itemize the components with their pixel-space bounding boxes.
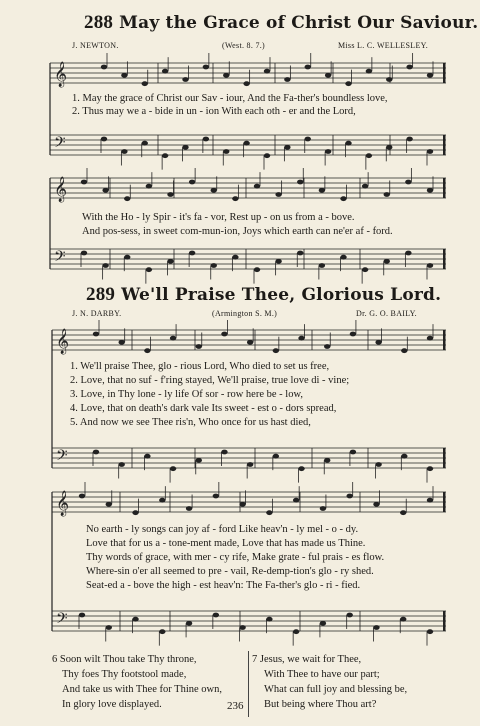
- note-head: [132, 510, 138, 515]
- stanza-7: [252, 652, 407, 712]
- lyric-line: 2. Thus may we a - bide in un - ion With each oth - er and the Lord,: [72, 106, 356, 117]
- final-bar: [443, 249, 446, 269]
- note-head: [298, 336, 304, 341]
- note-head: [232, 255, 238, 260]
- note-head: [366, 69, 372, 74]
- treble-clef-icon: 𝄞: [54, 62, 68, 87]
- bass-clef-icon: 𝄢: [54, 134, 66, 155]
- note-head: [101, 65, 107, 70]
- note-head: [400, 617, 406, 622]
- hymn-number: 288: [84, 12, 114, 33]
- stanza-line: 6 Soon wilt Thou take Thy throne,: [52, 654, 197, 665]
- note-head: [170, 336, 176, 341]
- note-head: [124, 255, 130, 260]
- note-head: [203, 137, 209, 142]
- note-head: [196, 344, 202, 349]
- lyric-line: 2. Love, that no suf - f'ring stayed, We'll praise, true love di - vine;: [70, 375, 350, 386]
- final-bar: [443, 448, 446, 468]
- note-head: [427, 188, 433, 193]
- note-head: [264, 153, 270, 158]
- note-head: [189, 251, 195, 256]
- lyric-line: Thy words of grace, with mer - cy rife, Make grate - ful prais - es flow.: [86, 552, 385, 563]
- lyric-line: Seat-ed a - bove the high - est heav'n: The Fa-ther's glo - ri - fied.: [86, 580, 361, 591]
- lyric-line: 5. And now we see Thee ris'n, Who once for us hast died,: [70, 417, 311, 428]
- treble-clef-icon: 𝄞: [54, 177, 68, 202]
- lyric-line: 1. We'll praise Thee, glo - rious Lord, Who died to set us free,: [70, 361, 330, 372]
- stanza-line: 7 Jesus, we wait for Thee,: [252, 654, 362, 665]
- note-head: [118, 462, 124, 467]
- note-head: [146, 184, 152, 189]
- note-head: [384, 192, 390, 197]
- note-head: [106, 625, 112, 630]
- note-head: [375, 462, 381, 467]
- note-head: [144, 348, 150, 353]
- note-head: [427, 498, 433, 503]
- note-head: [170, 466, 176, 471]
- note-head: [121, 73, 127, 78]
- note-head: [324, 344, 330, 349]
- stanza-line: In glory love displayed.: [62, 699, 162, 710]
- note-head: [373, 625, 379, 630]
- note-head: [346, 613, 352, 618]
- note-head: [203, 65, 209, 70]
- note-head: [124, 196, 130, 201]
- note-head: [81, 180, 87, 185]
- note-head: [81, 251, 87, 256]
- note-head: [211, 188, 217, 193]
- stanza-line: What can full joy and blessing be,: [264, 684, 408, 695]
- note-head: [247, 462, 253, 467]
- note-head: [275, 192, 281, 197]
- note-head: [401, 454, 407, 459]
- note-head: [266, 510, 272, 515]
- note-head: [401, 348, 407, 353]
- note-head: [239, 625, 245, 630]
- note-head: [305, 137, 311, 142]
- lyric-line: With the Ho - ly Spir - it's fa - vor, Rest up - on us from a - bove.: [82, 212, 355, 223]
- hymn-tune: (Armington S. M.): [212, 309, 278, 318]
- note-head: [144, 454, 150, 459]
- note-head: [298, 466, 304, 471]
- note-head: [293, 498, 299, 503]
- note-head: [427, 466, 433, 471]
- note-head: [186, 621, 192, 626]
- final-bar: [443, 178, 446, 198]
- stanza-line: With Thee to have our part;: [264, 669, 380, 680]
- note-head: [427, 73, 433, 78]
- page-number: 236: [227, 700, 244, 712]
- note-head: [305, 65, 311, 70]
- note-head: [239, 502, 245, 507]
- hymn-author: J. NEWTON.: [72, 41, 119, 50]
- stanza-line: Thy foes Thy footstool made,: [62, 669, 187, 680]
- note-head: [221, 332, 227, 337]
- bass-clef-icon: 𝄢: [56, 610, 68, 631]
- note-head: [427, 629, 433, 634]
- hymn-title-text: May the Grace of Christ Our Saviour.: [119, 13, 479, 33]
- note-head: [375, 340, 381, 345]
- stanza-line: And take us with Thee for Thine own,: [62, 684, 222, 695]
- note-head: [345, 141, 351, 146]
- note-head: [275, 259, 281, 264]
- note-head: [93, 332, 99, 337]
- note-head: [118, 340, 124, 345]
- final-bar: [443, 63, 446, 83]
- treble-clef-icon: 𝄞: [56, 491, 70, 516]
- note-head: [243, 141, 249, 146]
- note-head: [223, 73, 229, 78]
- note-head: [167, 192, 173, 197]
- note-head: [93, 450, 99, 455]
- hymn-title: [86, 284, 441, 306]
- note-head: [146, 267, 152, 272]
- note-head: [427, 336, 433, 341]
- note-head: [221, 450, 227, 455]
- note-head: [297, 251, 303, 256]
- note-head: [345, 81, 351, 86]
- note-head: [386, 77, 392, 82]
- note-head: [362, 184, 368, 189]
- note-head: [319, 263, 325, 268]
- note-head: [297, 180, 303, 185]
- note-head: [362, 267, 368, 272]
- note-head: [121, 149, 127, 154]
- note-head: [350, 332, 356, 337]
- note-head: [340, 255, 346, 260]
- note-head: [406, 65, 412, 70]
- note-head: [162, 69, 168, 74]
- hymn-number: 289: [86, 284, 116, 305]
- note-head: [189, 180, 195, 185]
- note-head: [264, 69, 270, 74]
- note-head: [159, 629, 165, 634]
- note-head: [162, 153, 168, 158]
- note-head: [142, 141, 148, 146]
- note-head: [247, 340, 253, 345]
- stanza-6: [52, 652, 222, 712]
- note-head: [273, 348, 279, 353]
- bass-clef-icon: 𝄢: [54, 248, 66, 269]
- treble-clef-icon: 𝄞: [56, 329, 70, 354]
- note-head: [284, 77, 290, 82]
- note-head: [340, 196, 346, 201]
- hymn-composer: Miss L. C. WELLESLEY.: [338, 41, 429, 50]
- final-bar: [443, 611, 446, 631]
- hymn-composer: Dr. G. O. BAILY.: [356, 309, 417, 318]
- note-head: [213, 613, 219, 618]
- note-head: [211, 263, 217, 268]
- note-head: [384, 259, 390, 264]
- note-head: [182, 77, 188, 82]
- note-head: [266, 617, 272, 622]
- note-head: [243, 81, 249, 86]
- lyric-line: 3. Love, in Thy lone - ly life Of sor - row here be - low,: [70, 389, 303, 400]
- stanza-line: But being where Thou art?: [264, 699, 377, 710]
- note-head: [213, 494, 219, 499]
- note-head: [320, 621, 326, 626]
- final-bar: [443, 135, 446, 155]
- lyric-line: And pos-sess, in sweet com-mun-ion, Joys which earth can ne'er af - ford.: [82, 226, 393, 237]
- final-bar: [443, 330, 446, 350]
- note-head: [232, 196, 238, 201]
- note-head: [132, 617, 138, 622]
- note-head: [405, 180, 411, 185]
- note-head: [293, 629, 299, 634]
- note-head: [320, 506, 326, 511]
- stanza-divider: [248, 651, 249, 717]
- note-head: [406, 137, 412, 142]
- note-head: [405, 251, 411, 256]
- note-head: [273, 454, 279, 459]
- note-head: [284, 145, 290, 150]
- note-head: [350, 450, 356, 455]
- lyric-line: 1. May the grace of Christ our Sav - iour, And the Fa-ther's boundless love,: [72, 93, 388, 104]
- hymn-title-text: We'll Praise Thee, Glorious Lord.: [121, 285, 442, 305]
- note-head: [254, 184, 260, 189]
- note-head: [319, 188, 325, 193]
- note-head: [386, 145, 392, 150]
- note-head: [366, 153, 372, 158]
- note-head: [254, 267, 260, 272]
- bass-clef-icon: 𝄢: [56, 447, 68, 468]
- note-head: [102, 263, 108, 268]
- note-head: [346, 494, 352, 499]
- note-head: [196, 458, 202, 463]
- note-head: [159, 498, 165, 503]
- final-bar: [443, 492, 446, 512]
- note-head: [325, 149, 331, 154]
- note-head: [427, 149, 433, 154]
- note-head: [101, 137, 107, 142]
- note-head: [106, 502, 112, 507]
- note-head: [427, 263, 433, 268]
- note-head: [79, 613, 85, 618]
- note-head: [142, 81, 148, 86]
- note-head: [223, 149, 229, 154]
- note-head: [325, 73, 331, 78]
- note-head: [102, 188, 108, 193]
- note-head: [400, 510, 406, 515]
- lyric-line: Where-sin o'er all seemed to pre - vail, Re-demp-tion's glo - ry shed.: [86, 566, 374, 577]
- note-head: [373, 502, 379, 507]
- note-head: [79, 494, 85, 499]
- hymn-tune: (West. 8. 7.): [222, 41, 266, 50]
- note-head: [167, 259, 173, 264]
- note-head: [186, 506, 192, 511]
- lyric-line: No earth - ly songs can joy af - ford Like heav'n - ly mel - o - dy.: [86, 524, 359, 535]
- note-head: [324, 458, 330, 463]
- lyric-line: Love that for us a - tone-ment made, Love that has made us Thine.: [86, 538, 366, 549]
- lyric-line: 4. Love, that on death's dark vale Its sweet - est o - dors spread,: [70, 403, 337, 414]
- hymn-author: J. N. DARBY.: [72, 309, 122, 318]
- note-head: [182, 145, 188, 150]
